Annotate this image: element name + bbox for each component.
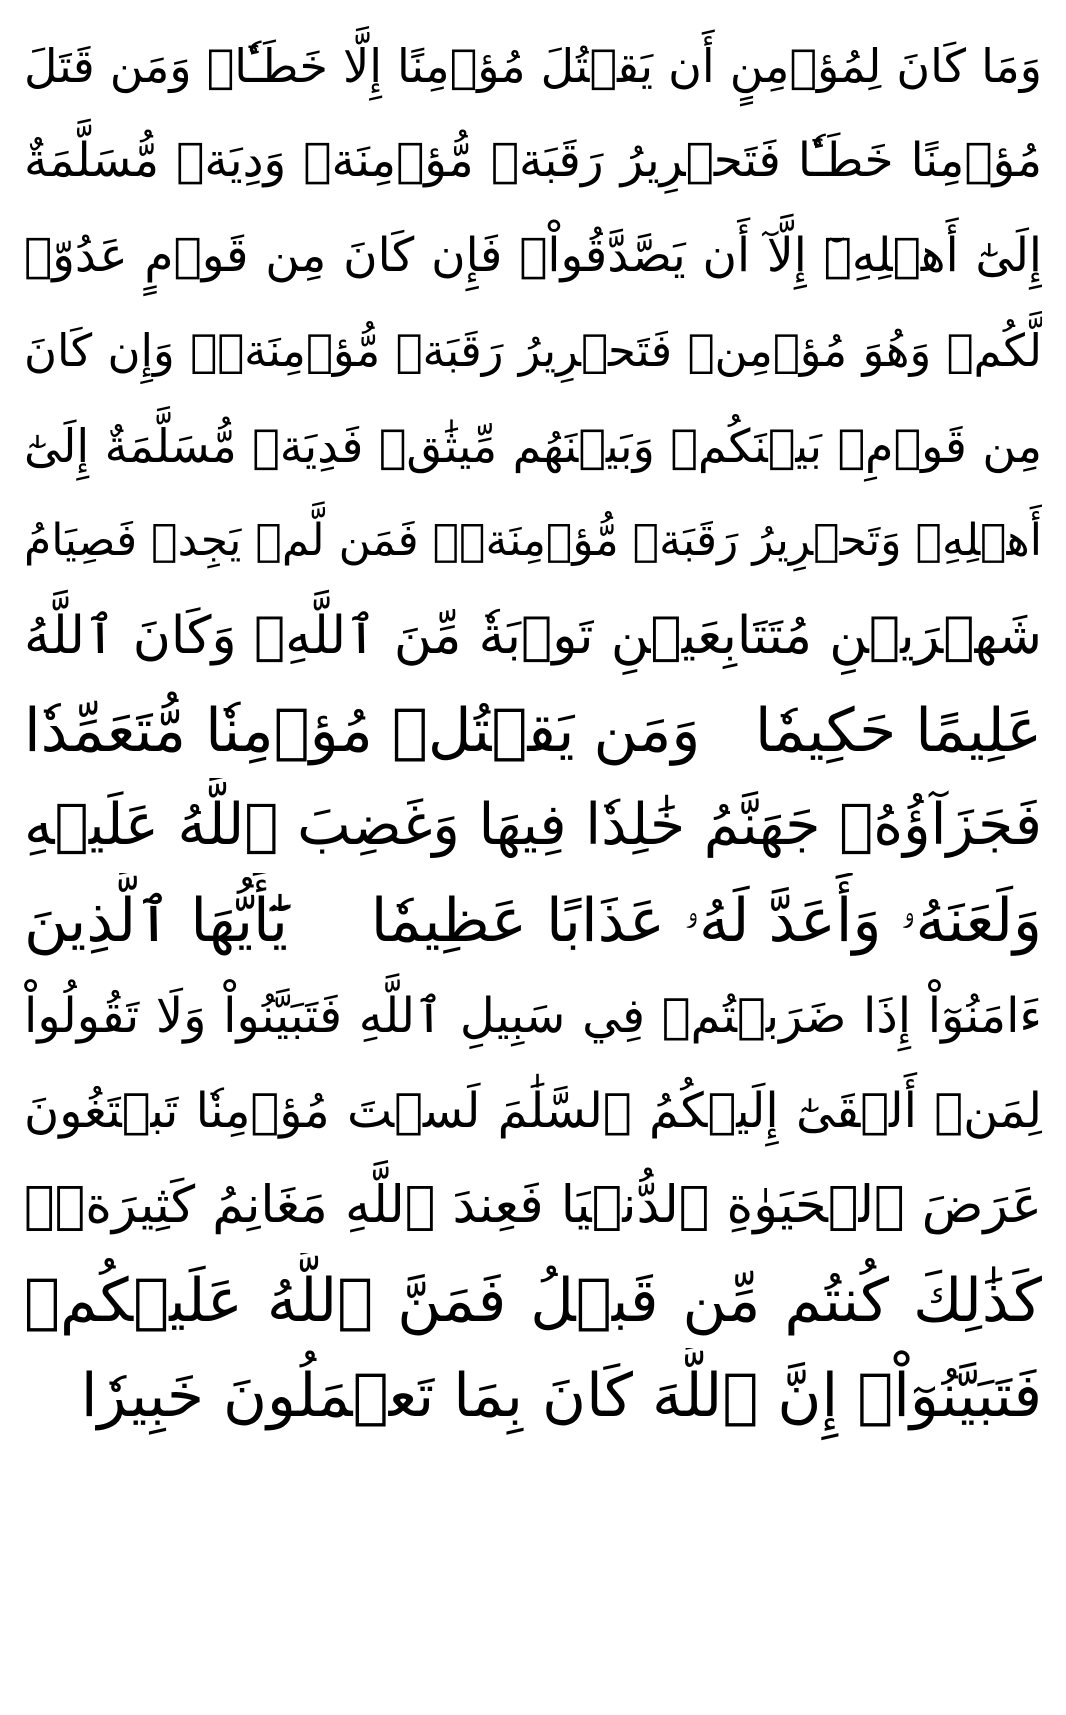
verse-line-8-left-text: وَمَن يَقۡتُلۡ مُؤۡمِنٗا مُّتَعَمِّدٗا	[24, 695, 701, 766]
verse-line-9-text: فَجَزَآؤُهُۥ جَهَنَّمُ خَٰلِدٗا فِيهَا وَغَضِبَ ٱللَّهُ عَلَيۡهِ	[24, 792, 1042, 858]
verse-line-1	[24, 18, 1042, 113]
verse-line-12	[24, 1063, 1042, 1158]
verse-line-4	[24, 303, 1042, 398]
verse-line-5-text: مِن قَوۡمِۭ بَيۡنَكُمۡ وَبَيۡنَهُم مِّيثَٰقٞ فَدِيَةٞ مُّسَلَّمَةٌ إِلَىٰٓ	[24, 418, 1042, 473]
verse-line-11-text: ءَامَنُوٓاْ إِذَا ضَرَبۡتُمۡ فِي سَبِيلِ ٱللَّهِ فَتَبَيَّنُواْ وَلَا تَقُولُواْ	[24, 987, 1042, 1044]
verse-line-4-text: لَّكُمۡ وَهُوَ مُؤۡمِنٞ فَتَحۡرِيرُ رَقَبَةٖ مُّؤۡمِنَةٖۖ وَإِن كَانَ	[24, 324, 1042, 377]
verse-line-6-text: أَهۡلِهِۦ وَتَحۡرِيرُ رَقَبَةٖ مُّؤۡمِنَةٖۖ فَمَن لَّمۡ يَجِدۡ فَصِيَامُ	[24, 514, 1042, 566]
verse-line-8-right-text: عَلِيمًا حَكِيمٗا	[754, 695, 1042, 766]
verse-line-1-text: وَمَا كَانَ لِمُؤۡمِنٍ أَن يَقۡتُلَ مُؤۡمِنًا إِلَّا خَطَـٔٗاۚ وَمَن قَتَلَ	[24, 38, 1042, 93]
verse-line-3	[24, 208, 1042, 303]
verse-line-8	[24, 683, 1042, 778]
verse-line-10	[24, 873, 1042, 968]
verse-line-6	[24, 493, 1042, 588]
verse-line-7	[24, 588, 1042, 683]
verse-line-14	[24, 1253, 1042, 1348]
verse-line-15	[24, 1348, 1042, 1443]
verse-line-2	[24, 113, 1042, 208]
verse-line-9	[24, 778, 1042, 873]
verse-line-12-text: لِمَنۡ أَلۡقَىٰٓ إِلَيۡكُمُ ٱلسَّلَٰمَ لَسۡتَ مُؤۡمِنٗا تَبۡتَغُونَ	[24, 1082, 1042, 1139]
verse-line-10-left-text: يَٰٓأَيُّهَا ٱلَّذِينَ	[24, 885, 288, 956]
verse-line-10-right-text: وَلَعَنَهُۥ وَأَعَدَّ لَهُۥ عَذَابًا عَظِيمٗا	[370, 885, 1042, 956]
verse-line-13-text: عَرَضَ ٱلۡحَيَوٰةِ ٱلدُّنۡيَا فَعِندَ ٱللَّهِ مَغَانِمُ كَثِيرَةٞۚ	[24, 1176, 1042, 1235]
verse-line-2-text: مُؤۡمِنًا خَطَـٔٗا فَتَحۡرِيرُ رَقَبَةٖ مُّؤۡمِنَةٖ وَدِيَةٞ مُّسَلَّمَةٌ	[24, 133, 1042, 188]
verse-line-3-text: إِلَىٰٓ أَهۡلِهِۦٓ إِلَّآ أَن يَصَّدَّقُواْۚ فَإِن كَانَ مِن قَوۡمٍ عَدُوّٖ	[24, 228, 1042, 283]
verse-line-14-text: كَذَٰلِكَ كُنتُم مِّن قَبۡلُ فَمَنَّ ٱللَّهُ عَلَيۡكُمۡ	[24, 1265, 1042, 1336]
verse-line-15-text: فَتَبَيَّنُوٓاْۚ إِنَّ ٱللَّهَ كَانَ بِمَا تَعۡمَلُونَ خَبِيرٗا	[80, 1360, 1042, 1431]
verse-line-13	[24, 1158, 1042, 1253]
verse-line-11	[24, 968, 1042, 1063]
verse-line-7-text: شَهۡرَيۡنِ مُتَتَابِعَيۡنِ تَوۡبَةٗ مِّنَ ٱللَّهِۗ وَكَانَ ٱللَّهُ	[24, 605, 1042, 666]
verse-line-5	[24, 398, 1042, 493]
